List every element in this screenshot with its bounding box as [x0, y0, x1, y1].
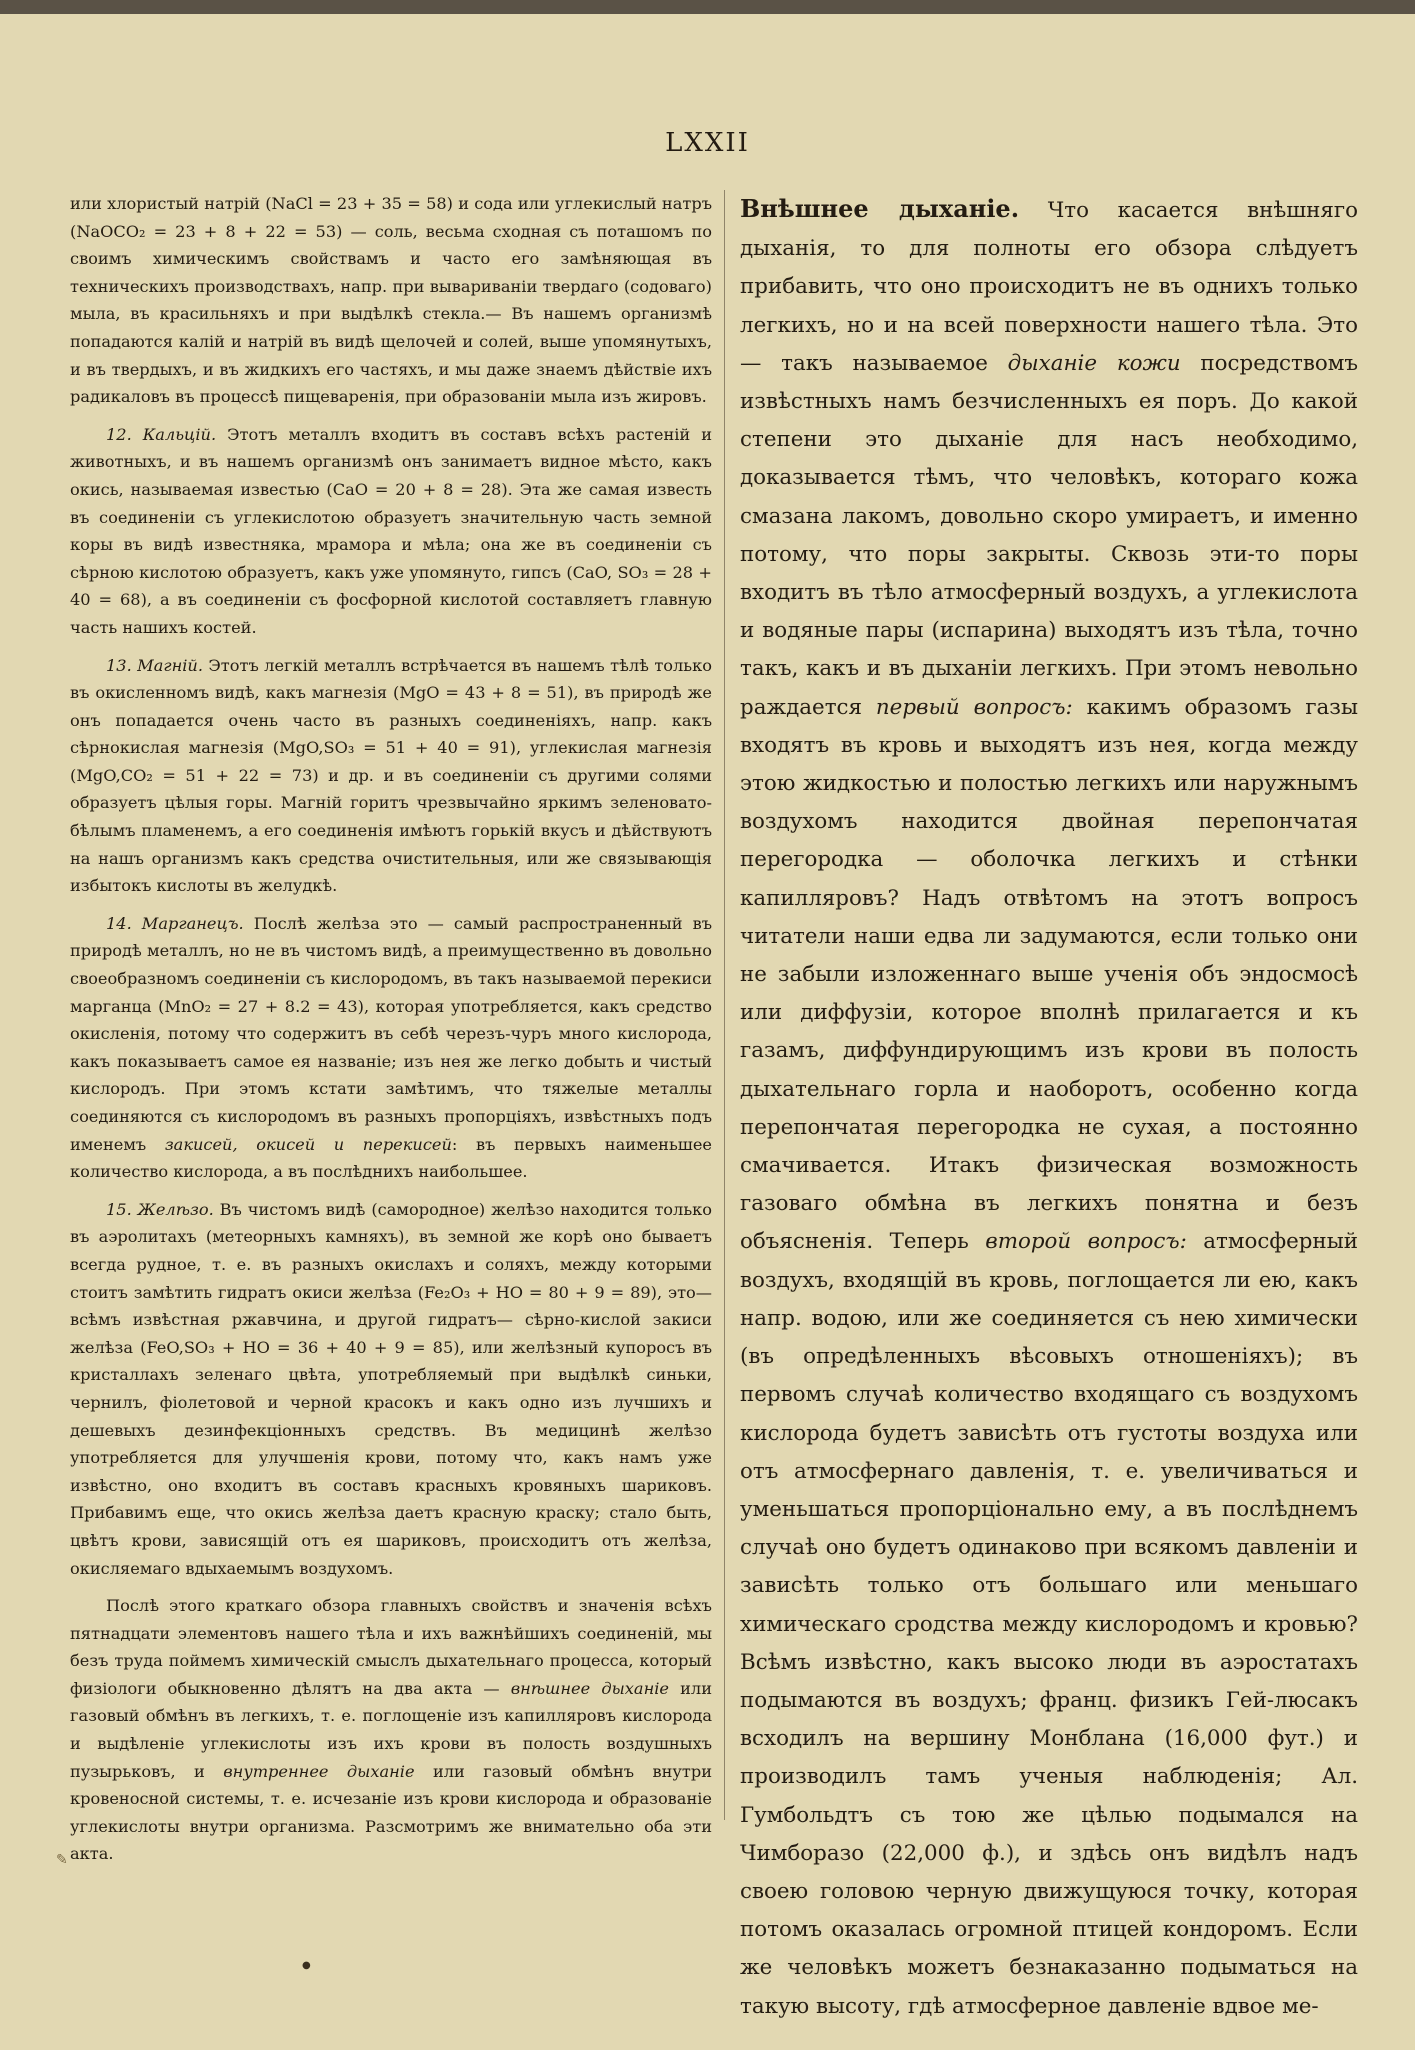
- emphasis: второй вопросъ:: [985, 1229, 1187, 1255]
- section-heading: 13. Магній.: [106, 655, 203, 675]
- paragraph-summary: [70, 1592, 712, 1868]
- emphasis: внѣшнее дыханіе: [510, 1678, 669, 1698]
- right-column: [740, 190, 1358, 2036]
- ink-dot: ●: [302, 1960, 311, 1971]
- paragraph-magnesium: [70, 652, 712, 900]
- section-heading: 14. Марганецъ.: [106, 913, 244, 933]
- paragraph-text: Послѣ желѣза это — самый распространенный въ природѣ металлъ, но не въ чистомъ видѣ, а преимущественно въ довольно своеобразномъ соединеніи съ кислородомъ, въ такъ называемой перекиси марганца (MnO₂ = 27 + 8.2 = 43), которая употребляется, какъ средство окисленія, потому что содержитъ въ себѣ черезъ-чуръ много кислорода, какъ показываетъ самое ея названіе; изъ нея же легко добыть и чистый кислородъ. При этомъ кстати замѣтимъ, что тяжелые металлы соединяются съ кислородомъ въ разныхъ пропорціяхъ, извѣстныхъ подъ именемъ: [70, 913, 712, 1154]
- section-heading: 12. Кальцій.: [106, 424, 217, 444]
- page-number: LXXII: [665, 128, 750, 158]
- paragraph-text: какимъ образомъ газы входятъ въ кровь и выходятъ изъ нея, когда между этою жидкостью и полостью легкихъ или наружнымъ воздухомъ находится двойная перепончатая перегородка — оболочка легкихъ и стѣнки капилляровъ? Надъ отвѣтомъ на этотъ вопросъ читатели наши едва ли задумаются, если только они не забыли изложеннаго выше ученія объ эндосмосѣ или диффузіи, которое вполнѣ прилагается и къ газамъ, диффундирующимъ изъ крови въ полость дыхательнаго горла и наоборотъ, особенно когда перепончатая перегородка не сухая, а постоянно смачивается. Итакъ физическая возможность газоваго обмѣна въ легкихъ понятна и безъ объясненія. Теперь: [740, 694, 1358, 1255]
- left-column: [70, 190, 712, 1878]
- paragraph-text: атмосферный воздухъ, входящій въ кровь, поглощается ли ею, какъ напр. водою, или же соединяется съ нею химически (въ опредѣленныхъ вѣсовыхъ отношеніяхъ); въ первомъ случаѣ количество входящаго съ воздухомъ кислорода будетъ зависѣть отъ густоты воздуха или отъ атмосфернаго давленія, т. е. увеличиваться и уменьшаться пропорціонально ему, а въ послѣднемъ случаѣ оно будетъ одинаково при всякомъ давленіи и зависѣть только отъ большаго или меньшаго химическаго сродства между кислородомъ и кровью? Всѣмъ извѣстно, какъ высоко люди въ аэростатахъ подымаются въ воздухъ; франц. физикъ Гей-люсакъ всходилъ на вершину Монблана (16,000 фут.) и производилъ тамъ ученыя наблюденія; Ал. Гумбольдтъ съ тою же цѣлью подымался на Чимборазо (22,000 ф.), и здѣсь онъ видѣлъ надъ своею головою черную движущуюся точку, которая потомъ оказалась огромной птицей кондоромъ. Если же человѣкъ можетъ безнаказанно подыматься на такую высоту, гдѣ атмосферное давленіе вдвое ме-: [740, 1229, 1358, 2019]
- column-divider: [724, 190, 725, 1820]
- ink-mark: ✎: [56, 1852, 68, 1868]
- scan-top-edge: [0, 0, 1415, 14]
- paragraph-iron: [70, 1196, 712, 1582]
- section-heading: Внѣшнее дыханіе.: [740, 194, 1020, 223]
- emphasis: закисей, окисей и перекисей: [164, 1134, 452, 1154]
- paragraph-text: или хлористый натрій (NaCl = 23 + 35 = 58) и сода или углекислый натръ (NaOCO₂ = 23 + 8 + 22 = 53) — соль, весьма сходная съ поташомъ по своимъ химическимъ свойствамъ и часто его замѣняющая въ техническихъ производствахъ, напр. при вывариваніи твердаго (содоваго) мыла, въ красильняхъ и при выдѣлкѣ стекла.— Въ нашемъ организмѣ попадаются калій и натрій въ видѣ щелочей и солей, выше упомянутыхъ, и въ твердыхъ, и въ жидкихъ его частяхъ, и мы даже знаемъ дѣйствіе ихъ радикаловъ въ процессѣ пищеваренія, при образованіи мыла изъ жировъ.: [70, 194, 712, 407]
- paragraph-manganese: [70, 910, 712, 1186]
- paragraph-text: Этотъ легкій металлъ встрѣчается въ нашемъ тѣлѣ только въ окисленномъ видѣ, какъ магнезія (MgO = 43 + 8 = 51), въ природѣ же онъ попадается очень часто въ разныхъ соединеніяхъ, напр. какъ сѣрнокислая магнезія (MgO,SO₃ = 51 + 40 = 91), углекислая магнезія (MgO,CO₂ = 51 + 22 = 73) и др. и въ соединеніи съ другими солями образуетъ цѣлыя горы. Магній горитъ чрезвычайно яркимъ зеленовато-бѣлымъ пламенемъ, а его соединенія имѣютъ горькій вкусъ и дѣйствуютъ на нашъ организмъ какъ средства очистительныя, или же связывающія избытокъ кислоты въ желудкѣ.: [70, 655, 712, 896]
- paragraph-text: Въ чистомъ видѣ (самородное) желѣзо находится только въ аэролитахъ (метеорныхъ камняхъ), въ земной же корѣ оно бываетъ всегда рудное, т. е. въ разныхъ окислахъ и соляхъ, между которыми стоитъ замѣтить гидратъ окиси желѣза (Fe₂O₃ + HO = 80 + 9 = 89), это—всѣмъ извѣстная ржавчина, и другой гидратъ— сѣрно-кислой закиси желѣза (FeO,SO₃ + HO = 36 + 40 + 9 = 85), или желѣзный купоросъ въ кристаллахъ зеленаго цвѣта, употребляемый при выдѣлкѣ синьки, чернилъ, фіолетовой и черной красокъ и какъ одно изъ лучшихъ и дешевыхъ дезинфекціонныхъ средствъ. Въ медицинѣ желѣзо употребляется для улучшенія крови, потому что, какъ намъ уже извѣстно, оно входитъ въ составъ красныхъ кровяныхъ шариковъ. Прибавимъ еще, что окись желѣза даетъ красную краску; стало быть, цвѣтъ крови, зависящій отъ ея шариковъ, происходитъ отъ желѣза, окисляемаго вдыхаемымъ воздухомъ.: [70, 1199, 713, 1578]
- emphasis: первый вопросъ:: [875, 694, 1073, 720]
- paragraph-text: или газовый обмѣнъ внутри кровеносной системы, т. е. исчезаніе изъ крови кислорода и образованіе углекислоты внутри организма. Разсмотримъ же внимательно оба эти акта.: [70, 1761, 713, 1864]
- paragraph-text: : въ первыхъ наименьшее количество кислорода, а въ послѣднихъ наибольшее.: [70, 1134, 712, 1182]
- paragraph-sodium: [70, 190, 712, 411]
- paragraph-text: Этотъ металлъ входитъ въ составъ всѣхъ растеній и животныхъ, и въ нашемъ организмѣ онъ занимаетъ видное мѣсто, какъ окись, называемая известью (CaO = 20 + 8 = 28). Эта же самая известь въ соединеніи съ углекислотою образуетъ значительную часть земной коры въ видѣ известняка, мрамора и мѣла; она же въ соединеніи съ сѣрною кислотою образуетъ, какъ уже упомянуто, гипсъ (CaO, SO₃ = 28 + 40 = 68), а въ соединеніи съ фосфорной кислотой составляетъ главную часть нашихъ костей.: [70, 424, 713, 637]
- paragraph-external-respiration: [740, 190, 1358, 2026]
- section-heading: 15. Желѣзо.: [106, 1199, 214, 1219]
- paragraph-text: посредствомъ извѣстныхъ намъ безчисленныхъ ея поръ. До какой степени это дыханіе для насъ необходимо, доказывается тѣмъ, что человѣкъ, котораго кожа смазана лакомъ, довольно скоро умираетъ, и именно потому, что поры закрыты. Сквозь эти-то поры входитъ въ тѣло атмосферный воздухъ, а углекислота и водяные пары (испарина) выходятъ изъ тѣла, точно такъ, какъ и въ дыханіи легкихъ. При этомъ невольно раждается: [740, 350, 1359, 720]
- emphasis: дыханіе кожи: [1007, 350, 1181, 376]
- paragraph-text: Что касается внѣшняго дыханія, то для полноты его обзора слѣдуетъ прибавить, что оно происходитъ не въ однихъ только легкихъ, но и на всей поверхности нашего тѣла. Это — такъ называемое: [740, 198, 1359, 376]
- paragraph-text: Послѣ этого краткаго обзора главныхъ свойствъ и значенія всѣхъ пятнадцати элементовъ нашего тѣла и ихъ важнѣйшихъ соединеній, мы безъ труда поймемъ химическій смыслъ дыхательнаго процесса, который физіологи обыкновенно дѣлятъ на два акта —: [70, 1596, 712, 1698]
- paragraph-calcium: [70, 421, 712, 642]
- emphasis: внутреннее дыханіе: [223, 1761, 415, 1781]
- paragraph-text: или газовый обмѣнъ въ легкихъ, т. е. поглощеніе изъ капилляровъ кислорода и выдѣленіе углекислоты изъ ихъ крови въ полость воздушныхъ пузырьковъ, и: [70, 1678, 712, 1781]
